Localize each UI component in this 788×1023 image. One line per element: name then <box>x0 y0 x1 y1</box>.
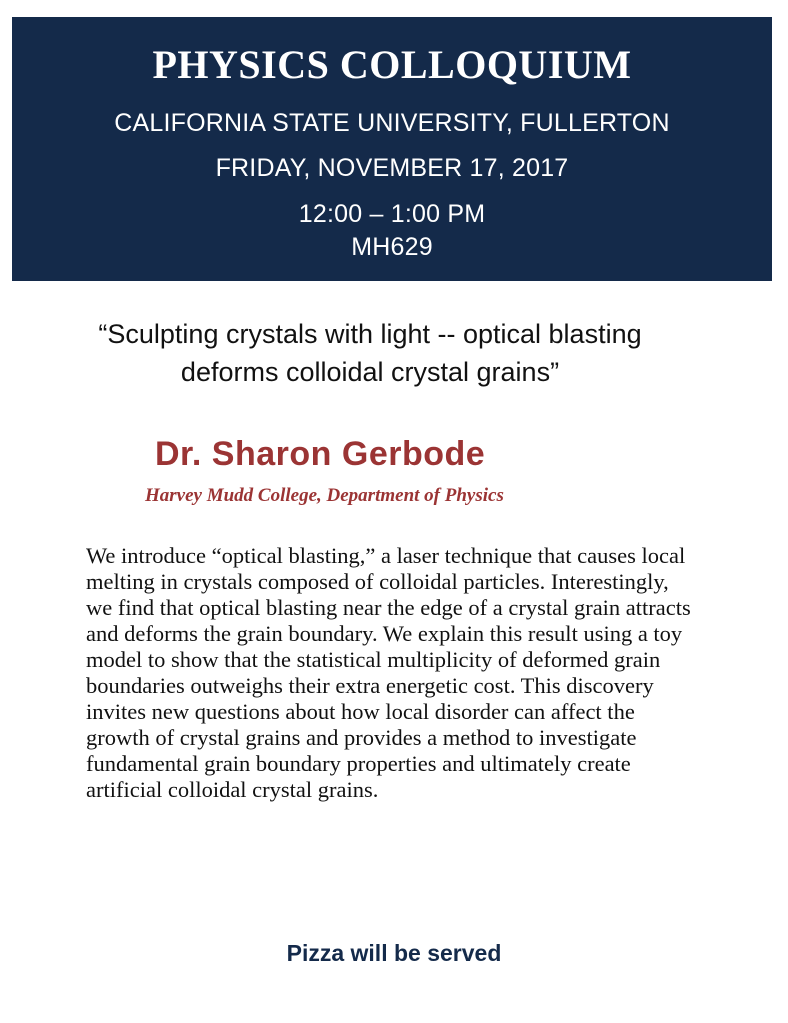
event-room: MH629 <box>351 233 433 261</box>
talk-title <box>20 315 720 391</box>
colloquium-title: PHYSICS COLLOQUIUM <box>152 42 632 87</box>
speaker-affiliation: Harvey Mudd College, Department of Physics <box>145 485 504 506</box>
event-date: FRIDAY, NOVEMBER 17, 2017 <box>215 154 569 182</box>
event-time: 12:00 – 1:00 PM <box>298 200 486 228</box>
university-name: CALIFORNIA STATE UNIVERSITY, FULLERTON <box>114 109 670 137</box>
speaker-name: Dr. Sharon Gerbode <box>155 435 486 473</box>
header-banner <box>12 17 772 281</box>
abstract-text: We introduce “optical blasting,” a laser technique that causes local melting in crystals composed of colloidal particles. Interestingly, we find that optical blasting near the edge of a crystal grain attracts and deforms the grain boundary. We explain this result using a toy model to show that the statistical multiplicity of deformed grain boundaries outweighs their extra energetic cost. This discovery invites new questions about how local disorder can affect the growth of crystal grains and provides a method to investigate fundamental grain boundary properties and ultimately create artificial colloidal crystal grains. <box>86 543 691 802</box>
talk-title-line-2: deforms colloidal crystal grains” <box>180 357 560 387</box>
talk-title-line-1: “Sculpting crystals with light -- optical blasting <box>98 319 642 349</box>
pizza-note: Pizza will be served <box>286 940 502 966</box>
